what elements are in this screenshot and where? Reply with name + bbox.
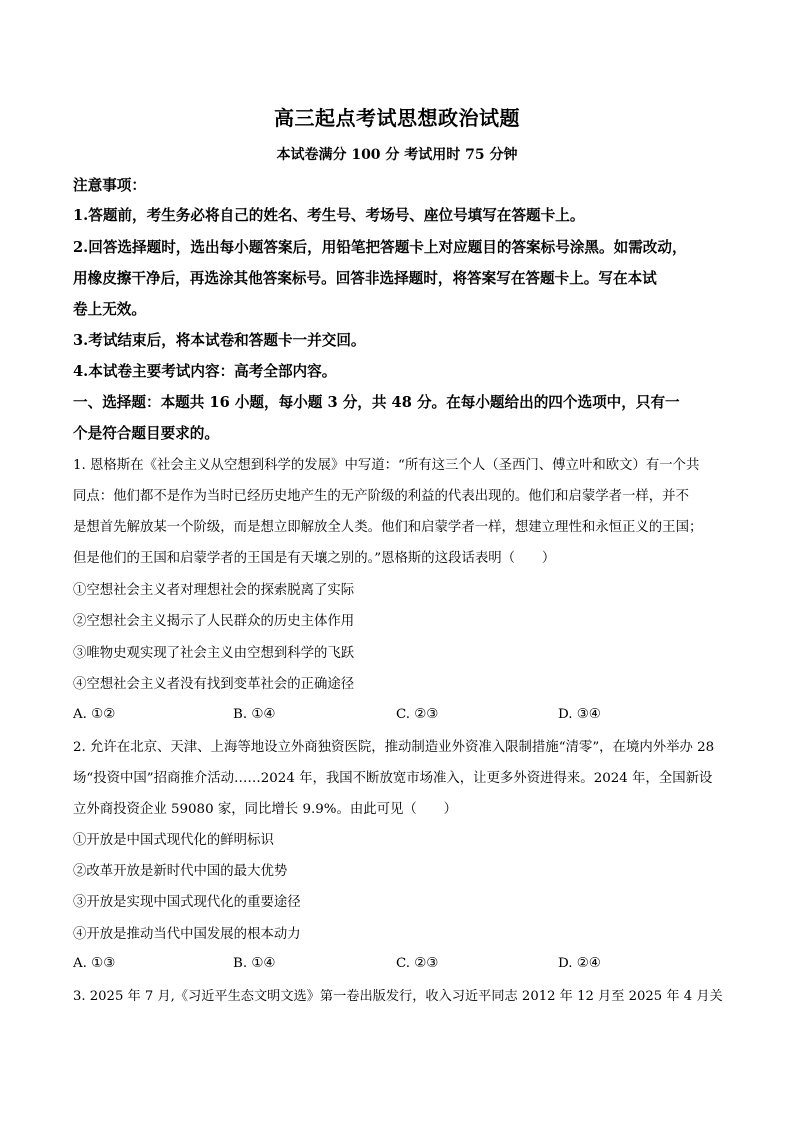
notice-item-2-line-1: 2.回答选择题时，选出每小题答案后，用铅笔把答题卡上对应题目的答案标号涂黑。如需改动， <box>73 239 687 256</box>
q1-statement-3: ③唯物史观实现了社会主义由空想到科学的飞跃 <box>73 646 355 661</box>
section-heading-line-1: 一、选择题：本题共 16 小题，每小题 3 分，共 48 分。在每小题给出的四个选项中，只有一 <box>73 394 680 411</box>
exam-title: 高三起点考试思想政治试题 <box>274 106 520 130</box>
q1-stem-line-1: 1. 恩格斯在《社会主义从空想到科学的发展》中写道：“所有这三个人（圣西门、傅立叶和欧文）有一个共 <box>73 458 700 473</box>
q2-stem-line-1: 2. 允许在北京、天津、上海等地设立外商独资医院，推动制造业外资准入限制措施“清零”，在境内外举办 28 <box>73 740 715 755</box>
q1-statement-2: ②空想社会主义揭示了人民群众的历史主体作用 <box>73 614 355 629</box>
exam-subtitle: 本试卷满分 100 分 考试用时 75 分钟 <box>276 147 518 163</box>
q1-stem-line-2: 同点：他们都不是作为当时已经历史地产生的无产阶级的利益的代表出现的。他们和启蒙学者一样，并不 <box>73 489 689 504</box>
notice-heading: 注意事项： <box>73 177 146 194</box>
q2-choice-b: B. ①④ <box>233 956 276 971</box>
q1-stem-line-3: 是想首先解放某一个阶级，而是想立即解放全人类。他们和启蒙学者一样，想建立理性和永恒正义的王国； <box>73 520 703 535</box>
notice-item-2-line-3: 卷上无效。 <box>73 301 146 318</box>
q1-stem-line-4: 但是他们的王国和启蒙学者的王国是有天壤之别的。”恩格斯的这段话表明（ ） <box>73 551 556 566</box>
notice-item-1: 1.答题前，考生务必将自己的姓名、考生号、考场号、座位号填写在答题卡上。 <box>73 207 585 224</box>
notice-item-4: 4.本试卷主要考试内容：高考全部内容。 <box>73 363 337 380</box>
q2-choice-a: A. ①③ <box>73 956 116 971</box>
q3-stem-line-1: 3. 2025 年 7 月,《习近平生态文明文选》第一卷出版发行，收入习近平同志 2012 年 12 月至 2025 年 4 月关 <box>73 989 723 1004</box>
q1-choice-c: C. ②③ <box>396 707 439 722</box>
q2-stem-line-2: 场“投资中国”招商推介活动……2024 年，我国不断放宽市场准入，让更多外资进得来。2024 年，全国新设 <box>73 771 713 786</box>
q2-statement-2: ②改革开放是新时代中国的最大优势 <box>73 864 288 879</box>
q1-statement-4: ④空想社会主义者没有找到变革社会的正确途径 <box>73 677 355 692</box>
q1-choice-b: B. ①④ <box>233 707 276 722</box>
section-heading-line-2: 个是符合题目要求的。 <box>73 425 219 442</box>
q2-statement-4: ④开放是推动当代中国发展的根本动力 <box>73 927 301 942</box>
q1-statement-1: ①空想社会主义者对理想社会的探索脱离了实际 <box>73 583 355 598</box>
notice-item-3: 3.考试结束后，将本试卷和答题卡一并交回。 <box>73 332 366 349</box>
q2-choice-d: D. ②④ <box>558 956 601 971</box>
q2-statement-3: ③开放是实现中国式现代化的重要途径 <box>73 895 301 910</box>
q1-choice-a: A. ①② <box>73 707 116 722</box>
q2-choice-c: C. ②③ <box>396 956 439 971</box>
q2-statement-1: ①开放是中国式现代化的鲜明标识 <box>73 833 274 848</box>
q2-stem-line-3: 立外商投资企业 59080 家，同比增长 9.9%。由此可见（ ） <box>73 802 457 817</box>
notice-item-2-line-2: 用橡皮擦干净后，再选涂其他答案标号。回答非选择题时，将答案写在答题卡上。写在本试 <box>73 270 657 287</box>
q1-choice-d: D. ③④ <box>558 707 601 722</box>
